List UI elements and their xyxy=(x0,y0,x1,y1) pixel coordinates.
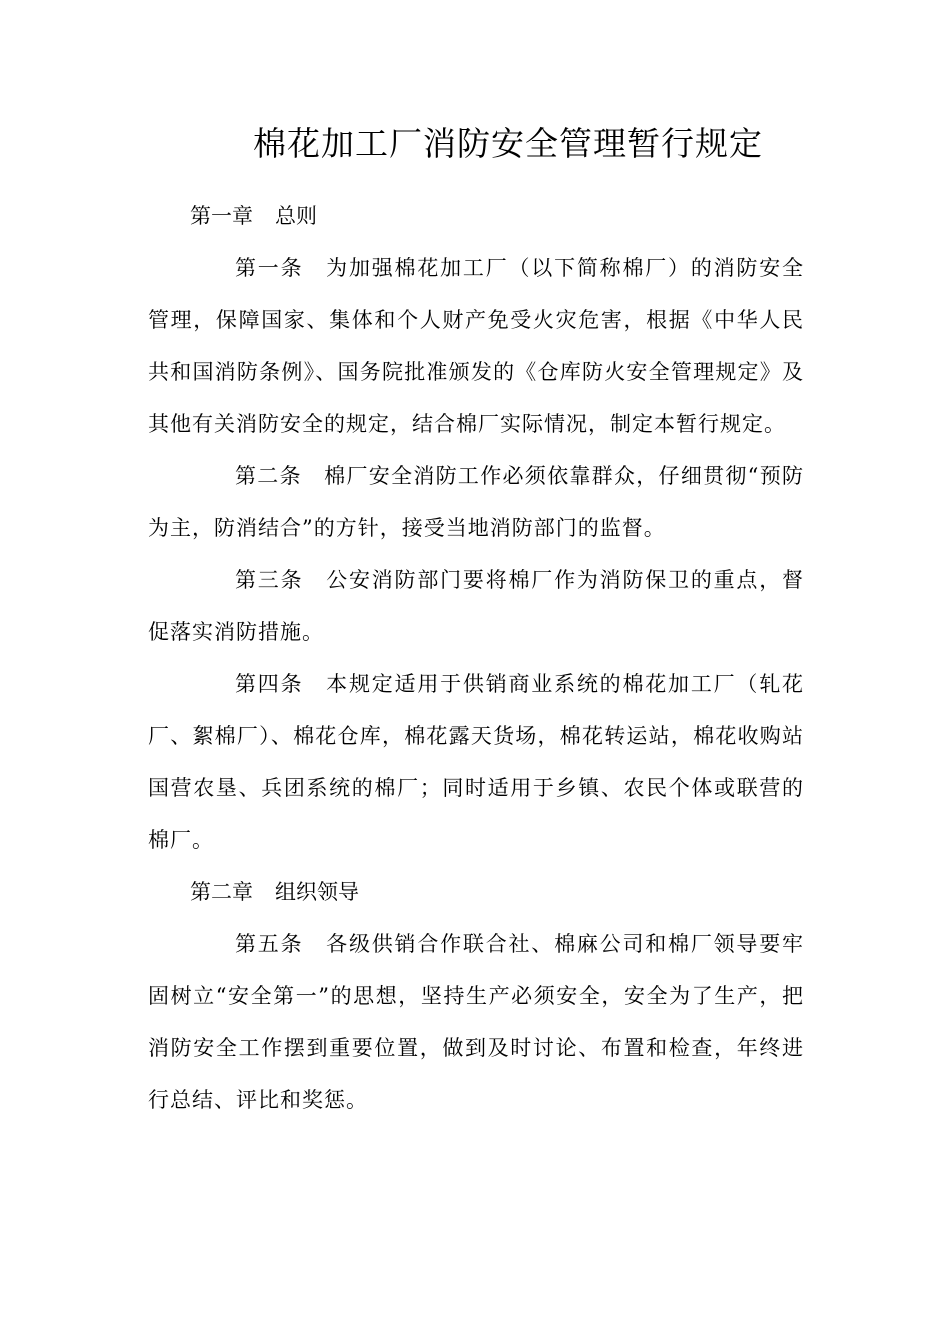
chapter-name: 总则 xyxy=(275,204,317,228)
chapter-heading-1 xyxy=(148,190,804,242)
article-4 xyxy=(148,658,804,866)
article-3 xyxy=(148,554,804,658)
chapter-number: 第一章 xyxy=(190,204,253,228)
article-text: 本规定适用于供销商业系统的棉花加工厂（轧花厂、絮棉厂）、棉花仓库，棉花露天货场，棉花转运站，棉花收购站国营农垦、兵团系统的棉厂；同时适用于乡镇、农民个体或联营的棉厂。 xyxy=(148,672,804,852)
chapter-number: 第二章 xyxy=(190,880,253,904)
article-5 xyxy=(148,918,804,1126)
chapter-name: 组织领导 xyxy=(275,880,359,904)
chapter-heading-2 xyxy=(148,866,804,918)
article-2 xyxy=(148,450,804,554)
article-text: 各级供销合作联合社、棉麻公司和棉厂领导要牢固树立“安全第一”的思想，坚持生产必须安全，安全为了生产，把消防安全工作摆到重要位置，做到及时讨论、布置和检查，年终进行总结、评比和奖惩。 xyxy=(148,932,804,1112)
article-label: 第五条 xyxy=(235,932,304,956)
document-body xyxy=(148,190,804,1126)
article-text: 为加强棉花加工厂（以下简称棉厂）的消防安全管理，保障国家、集体和个人财产免受火灾危害，根据《中华人民共和国消防条例》、国务院批准颁发的《仓库防火安全管理规定》及其他有关消防安全的规定，结合棉厂实际情况，制定本暂行规定。 xyxy=(148,256,804,436)
article-label: 第一条 xyxy=(235,256,304,280)
article-text: 公安消防部门要将棉厂作为消防保卫的重点，督促落实消防措施。 xyxy=(148,568,804,644)
article-label: 第二条 xyxy=(235,464,302,488)
article-text: 棉厂安全消防工作必须依靠群众，仔细贯彻“预防为主，防消结合”的方针，接受当地消防部门的监督。 xyxy=(148,464,805,540)
article-1 xyxy=(148,242,804,450)
article-label: 第四条 xyxy=(235,672,304,696)
article-label: 第三条 xyxy=(235,568,304,592)
document-title: 棉花加工厂消防安全管理暂行规定 xyxy=(253,124,763,163)
